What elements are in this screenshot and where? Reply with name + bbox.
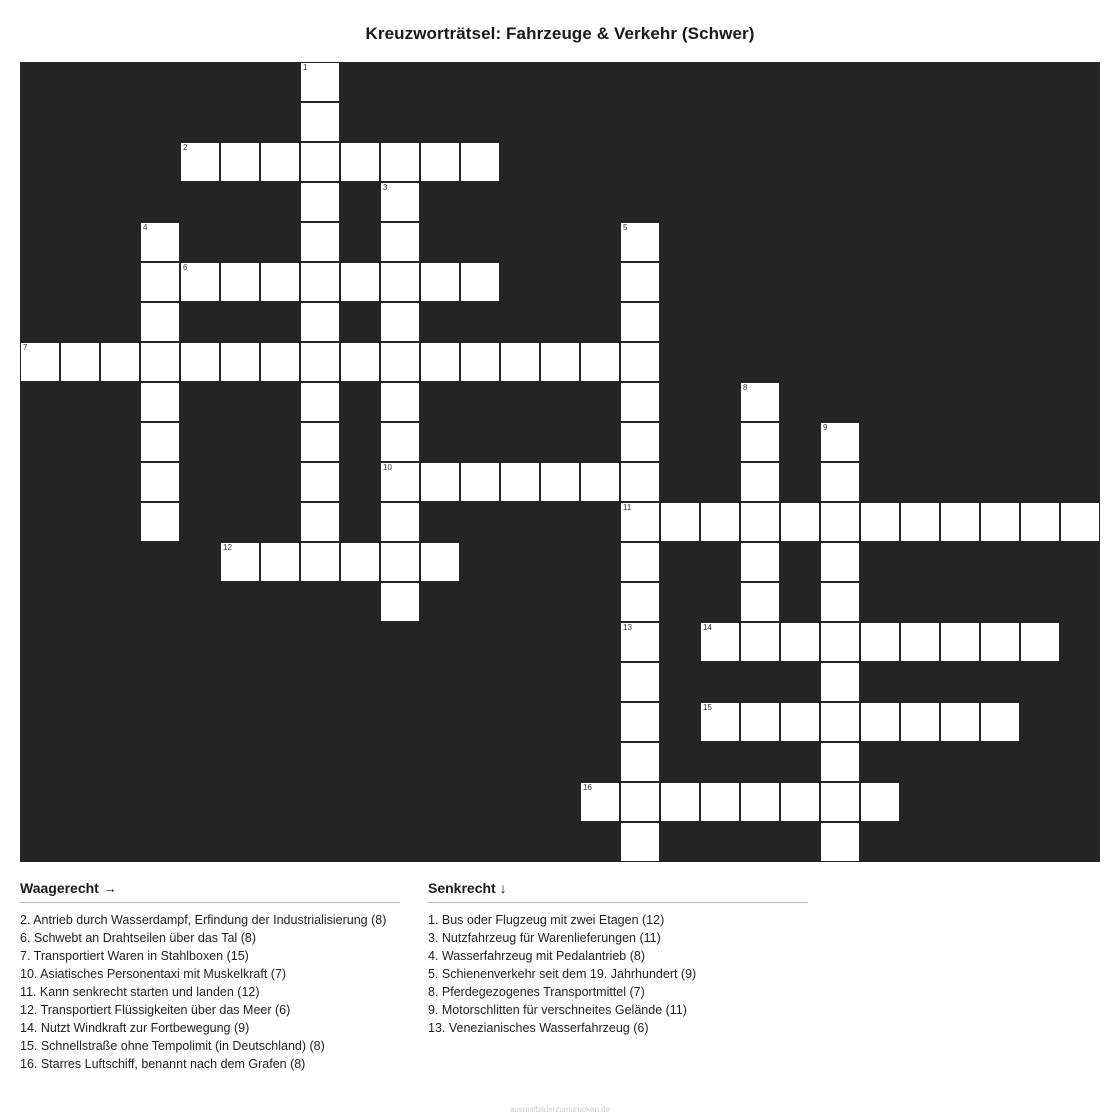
crossword-cell[interactable]	[620, 462, 660, 502]
crossword-cell[interactable]	[860, 782, 900, 822]
crossword-cell[interactable]	[700, 782, 740, 822]
down-clues-column	[428, 880, 808, 1073]
crossword-cell[interactable]	[580, 462, 620, 502]
crossword-cell[interactable]	[900, 702, 940, 742]
crossword-cell[interactable]	[620, 262, 660, 302]
crossword-cell[interactable]	[780, 622, 820, 662]
crossword-cell[interactable]	[500, 462, 540, 502]
crossword-cell[interactable]	[940, 622, 980, 662]
crossword-cell[interactable]	[140, 502, 180, 542]
down-clue-item: 1. Bus oder Flugzeug mit zwei Etagen (12)	[428, 913, 665, 927]
crossword-cell[interactable]	[580, 782, 620, 822]
crossword-cell[interactable]	[300, 262, 340, 302]
crossword-cell[interactable]	[220, 142, 260, 182]
crossword-cell[interactable]	[1020, 622, 1060, 662]
crossword-cell[interactable]	[740, 622, 780, 662]
crossword-cell[interactable]	[380, 422, 420, 462]
down-clue-item: 4. Wasserfahrzeug mit Pedalantrieb (8)	[428, 949, 645, 963]
crossword-cell[interactable]	[300, 382, 340, 422]
crossword-cell[interactable]	[860, 702, 900, 742]
cell-number: 16	[583, 783, 592, 792]
crossword-cell[interactable]	[220, 342, 260, 382]
crossword-cell[interactable]	[300, 342, 340, 382]
cell-number: 5	[623, 223, 628, 232]
crossword-cell[interactable]	[260, 342, 300, 382]
across-clue-item: 7. Transportiert Waren in Stahlboxen (15)	[20, 949, 249, 963]
cell-number: 7	[23, 343, 28, 352]
crossword-grid	[20, 62, 1100, 862]
crossword-cell[interactable]	[460, 142, 500, 182]
crossword-cell[interactable]	[660, 782, 700, 822]
crossword-cell[interactable]	[300, 182, 340, 222]
crossword-cell[interactable]	[380, 182, 420, 222]
crossword-cell[interactable]	[620, 422, 660, 462]
down-clue-item: 3. Nutzfahrzeug für Warenlieferungen (11)	[428, 931, 661, 945]
crossword-cell[interactable]	[700, 702, 740, 742]
cell-number: 10	[383, 463, 392, 472]
crossword-cell[interactable]	[740, 502, 780, 542]
crossword-cell[interactable]	[820, 542, 860, 582]
crossword-cell[interactable]	[820, 622, 860, 662]
crossword-cell[interactable]	[740, 582, 780, 622]
crossword-cell[interactable]	[380, 582, 420, 622]
crossword-cell[interactable]	[620, 742, 660, 782]
crossword-cell[interactable]	[620, 582, 660, 622]
crossword-cell[interactable]	[460, 342, 500, 382]
across-clue-item: 2. Antrieb durch Wasserdampf, Erfindung der Industrialisierung (8)	[20, 913, 387, 927]
crossword-cell[interactable]	[420, 342, 460, 382]
crossword-cell[interactable]	[580, 342, 620, 382]
cell-number: 11	[623, 503, 632, 512]
crossword-cell[interactable]	[620, 662, 660, 702]
crossword-cell[interactable]	[820, 582, 860, 622]
across-heading: Waagerecht →	[20, 880, 400, 903]
cell-number: 4	[143, 223, 148, 232]
crossword-cell[interactable]	[900, 502, 940, 542]
crossword-cell[interactable]	[380, 342, 420, 382]
crossword-cell[interactable]	[180, 142, 220, 182]
crossword-cell[interactable]	[140, 302, 180, 342]
crossword-cell[interactable]	[860, 502, 900, 542]
crossword-cell[interactable]	[220, 542, 260, 582]
crossword-cell[interactable]	[140, 342, 180, 382]
crossword-cell[interactable]	[980, 502, 1020, 542]
crossword-cell[interactable]	[740, 382, 780, 422]
crossword-cell[interactable]	[900, 622, 940, 662]
across-clue-item: 6. Schwebt an Drahtseilen über das Tal (8)	[20, 931, 257, 945]
crossword-cell[interactable]	[1020, 502, 1060, 542]
crossword-cell[interactable]	[260, 262, 300, 302]
crossword-cell[interactable]	[740, 462, 780, 502]
crossword-cell[interactable]	[100, 342, 140, 382]
crossword-cell[interactable]	[860, 622, 900, 662]
crossword-cell[interactable]	[140, 382, 180, 422]
crossword-cell[interactable]	[740, 782, 780, 822]
crossword-cell[interactable]	[300, 462, 340, 502]
crossword-cell[interactable]	[380, 382, 420, 422]
crossword-cell[interactable]	[380, 222, 420, 262]
across-clues-column	[20, 880, 400, 1073]
crossword-cell[interactable]	[980, 622, 1020, 662]
crossword-cell[interactable]	[700, 502, 740, 542]
down-clue-item: 8. Pferdegezogenes Transportmittel (7)	[428, 985, 645, 999]
cell-number: 1	[303, 63, 308, 72]
crossword-cell[interactable]	[340, 142, 380, 182]
crossword-cell[interactable]	[780, 502, 820, 542]
crossword-cell[interactable]	[300, 422, 340, 462]
crossword-cell[interactable]	[780, 702, 820, 742]
crossword-cell[interactable]	[980, 702, 1020, 742]
crossword-cell[interactable]	[380, 142, 420, 182]
crossword-cell[interactable]	[620, 822, 660, 862]
crossword-cell[interactable]	[420, 142, 460, 182]
cell-number: 15	[703, 703, 712, 712]
crossword-cell[interactable]	[260, 142, 300, 182]
crossword-cell[interactable]	[460, 262, 500, 302]
crossword-cell[interactable]	[540, 342, 580, 382]
crossword-cell[interactable]	[140, 222, 180, 262]
down-clue-item: 9. Motorschlitten für verschneites Gelände (11)	[428, 1003, 687, 1017]
down-heading: Senkrecht ↓	[428, 880, 808, 903]
cell-number: 9	[823, 423, 828, 432]
crossword-cell[interactable]	[180, 342, 220, 382]
crossword-cell[interactable]	[1060, 502, 1100, 542]
cell-number: 12	[223, 543, 232, 552]
crossword-cell[interactable]	[420, 542, 460, 582]
footer-watermark: ausmalbilderzumdrucken.de	[509, 1105, 611, 1114]
crossword-cell[interactable]	[700, 622, 740, 662]
crossword-cell[interactable]	[420, 262, 460, 302]
crossword-cell[interactable]	[300, 102, 340, 142]
cell-number: 8	[743, 383, 748, 392]
crossword-cell[interactable]	[300, 502, 340, 542]
crossword-cell[interactable]	[140, 462, 180, 502]
crossword-cell[interactable]	[540, 462, 580, 502]
crossword-cell[interactable]	[340, 542, 380, 582]
crossword-cell[interactable]	[60, 342, 100, 382]
crossword-cell[interactable]	[660, 502, 700, 542]
crossword-cell[interactable]	[740, 702, 780, 742]
crossword-cell[interactable]	[940, 502, 980, 542]
crossword-cell[interactable]	[140, 422, 180, 462]
cell-number: 2	[183, 143, 188, 152]
crossword-cell[interactable]	[500, 342, 540, 382]
crossword-cell[interactable]	[300, 62, 340, 102]
crossword-cell[interactable]	[940, 702, 980, 742]
clues-section	[20, 880, 1100, 1073]
crossword-cell[interactable]	[460, 462, 500, 502]
crossword-cell[interactable]	[380, 462, 420, 502]
crossword-cell[interactable]	[620, 382, 660, 422]
down-clue-item: 13. Venezianisches Wasserfahrzeug (6)	[428, 1021, 649, 1035]
crossword-cell[interactable]	[820, 702, 860, 742]
crossword-cell[interactable]	[620, 342, 660, 382]
across-clue-item: 10. Asiatisches Personentaxi mit Muskelkraft (7)	[20, 967, 287, 981]
page-title: Kreuzworträtsel: Fahrzeuge & Verkehr (Schwer)	[365, 24, 755, 43]
down-clue-item: 5. Schienenverkehr seit dem 19. Jahrhundert (9)	[428, 967, 697, 981]
crossword-cell[interactable]	[380, 542, 420, 582]
crossword-cell[interactable]	[820, 742, 860, 782]
crossword-cell[interactable]	[300, 142, 340, 182]
crossword-cell[interactable]	[300, 302, 340, 342]
crossword-cell[interactable]	[820, 662, 860, 702]
crossword-cell[interactable]	[380, 302, 420, 342]
crossword-cell[interactable]	[620, 542, 660, 582]
crossword-cell[interactable]	[300, 222, 340, 262]
crossword-cell[interactable]	[340, 342, 380, 382]
crossword-cell[interactable]	[620, 782, 660, 822]
crossword-cell[interactable]	[300, 542, 340, 582]
across-clue-item: 12. Transportiert Flüssigkeiten über das Meer (6)	[20, 1003, 291, 1017]
crossword-cell[interactable]	[820, 822, 860, 862]
crossword-cell[interactable]	[340, 262, 380, 302]
crossword-cell[interactable]	[820, 782, 860, 822]
cell-number: 3	[383, 183, 388, 192]
crossword-cell[interactable]	[820, 422, 860, 462]
crossword-cell[interactable]	[620, 302, 660, 342]
crossword-cell[interactable]	[420, 462, 460, 502]
crossword-cell[interactable]	[620, 222, 660, 262]
crossword-cell[interactable]	[620, 702, 660, 742]
crossword-cell[interactable]	[820, 462, 860, 502]
across-clue-item: 16. Starres Luftschiff, benannt nach dem Grafen (8)	[20, 1057, 306, 1071]
across-clue-item: 15. Schnellstraße ohne Tempolimit (in Deutschland) (8)	[20, 1039, 325, 1053]
crossword-cell[interactable]	[780, 782, 820, 822]
crossword-cell[interactable]	[820, 502, 860, 542]
crossword-cell[interactable]	[620, 622, 660, 662]
crossword-cell[interactable]	[140, 262, 180, 302]
crossword-cell[interactable]	[740, 422, 780, 462]
crossword-cell[interactable]	[180, 262, 220, 302]
across-clue-item: 14. Nutzt Windkraft zur Fortbewegung (9)	[20, 1021, 250, 1035]
crossword-cell[interactable]	[20, 342, 60, 382]
crossword-cell[interactable]	[220, 262, 260, 302]
cell-number: 13	[623, 623, 632, 632]
cell-number: 14	[703, 623, 712, 632]
cell-number: 6	[183, 263, 188, 272]
crossword-cell[interactable]	[380, 262, 420, 302]
crossword-cell[interactable]	[260, 542, 300, 582]
crossword-cell[interactable]	[740, 542, 780, 582]
across-clue-item: 11. Kann senkrecht starten und landen (12)	[20, 985, 260, 999]
crossword-cell[interactable]	[620, 502, 660, 542]
crossword-cell[interactable]	[380, 502, 420, 542]
